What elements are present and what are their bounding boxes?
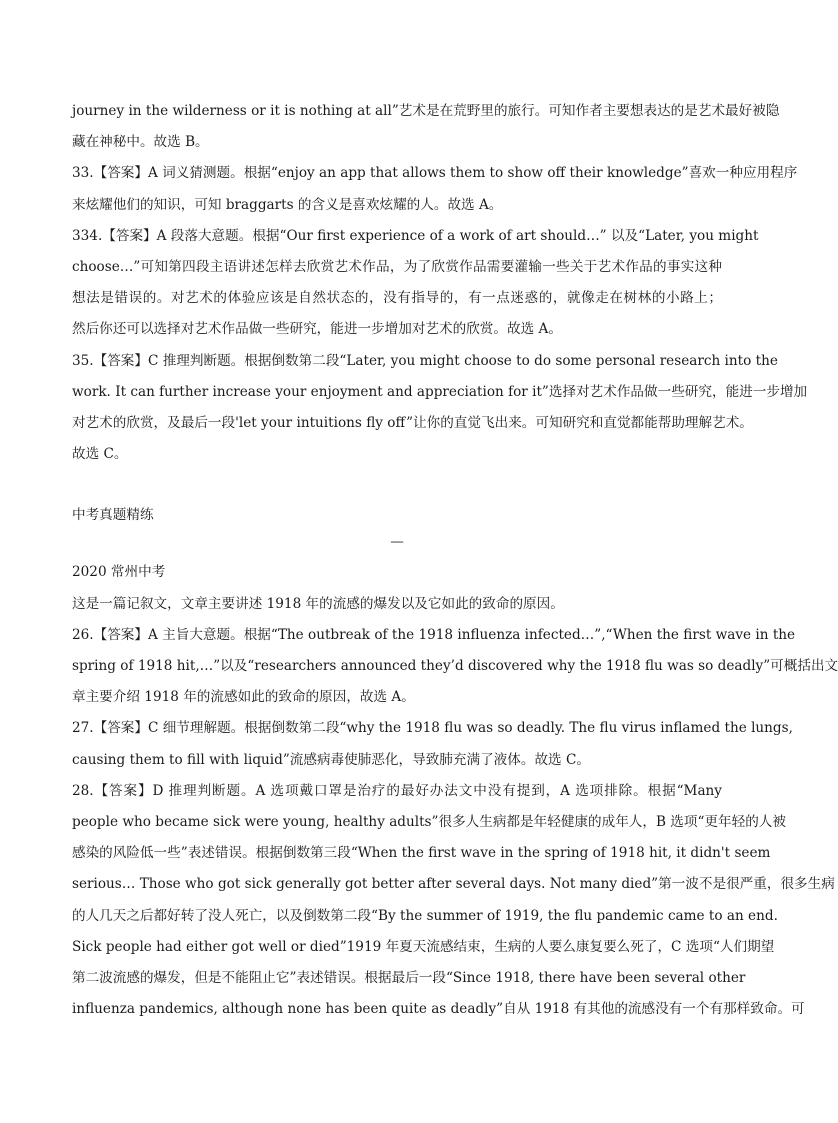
text-line: Sick people had either got well or died”1919 年夏天流感结束，生病的人要么康复要么死了，C 选项“人们期望: [72, 938, 775, 955]
text-line: choose…”可知第四段主语讲述怎样去欣赏艺术作品，为了欣赏作品需要灌输一些关于艺术作品的事实这种: [72, 258, 722, 275]
text-line: 然后你还可以选择对艺术作品做一些研究，能进一步增加对艺术的欣赏。故选 A。: [72, 321, 562, 338]
text-line: 章主要介绍 1918 年的流感如此的致命的原因，故选 A。: [72, 689, 415, 706]
text-line: 这是一篇记叙文，文章主要讲述 1918 年的流感的爆发以及它如此的致命的原因。: [72, 595, 564, 612]
section-gap: [72, 470, 722, 500]
text-line: 想法是错误的。对艺术的体验应该是自然状态的，没有指导的，有一点迷惑的，就像走在树林的小路上；: [72, 290, 722, 307]
text-line: 28.【答案】D 推理判断题。A 选项戴口罩是治疗的最好办法文中没有提到，A 选项排除。根据“Many: [72, 782, 722, 799]
text-line: people who became sick were young, healthy adults”很多人生病都是年轻健康的成年人，B 选项“更年轻的人被: [72, 813, 786, 830]
text-line: 27.【答案】C 细节理解题。根据倒数第二段“why the 1918 flu was so deadly. The flu virus inflamed the lungs,: [72, 720, 793, 737]
text-line: causing them to fill with liquid”流感病毒使肺恶化，导致肺充满了液体。故选 C。: [72, 751, 590, 768]
text-line: 33.【答案】A 词义猜测题。根据“enjoy an app that allows them to show off their knowledge”喜欢一种应用程序: [72, 165, 798, 182]
text-line: 26.【答案】A 主旨大意题。根据“The outbreak of the 1918 influenza infected…”,“When the first wave in the: [72, 626, 796, 643]
exam-subheading: 2020 常州中考: [72, 564, 166, 581]
text-line: 藏在神秘中。故选 B。: [72, 134, 209, 151]
text-line: 对艺术的欣赏，及最后一段'let your intuitions fly off”让你的直觉飞出来。可知研究和直觉都能帮助理解艺术。: [72, 414, 753, 431]
answer-section-2: [72, 589, 838, 1026]
text-line: serious… Those who got sick generally got better after several days. Not many died”第一波不是很严重，很多生病: [72, 876, 835, 893]
text-line: 的人几天之后都好转了没人死亡，以及倒数第二段“By the summer of 1919, the flu pandemic came to an end.: [72, 907, 778, 924]
text-line: 来炫耀他们的知识，可知 braggarts 的含义是喜欢炫耀的人。故选 A。: [72, 196, 503, 213]
text-line: 故选 C。: [72, 446, 128, 463]
section-divider: —: [390, 534, 404, 551]
text-line: work. It can further increase your enjoyment and appreciation for it”选择对艺术作品做一些研究，能进一步增加: [72, 383, 808, 400]
text-line: spring of 1918 hit,…”以及“researchers announced they’d discovered why the 1918 flu was so deadly”可概括出文: [72, 658, 838, 674]
text-line: 334.【答案】A 段落大意题。根据“Our first experience of a work of art should…” 以及“Later, you might: [72, 227, 759, 244]
text-line: influenza pandemics, although none has been quite as deadly”自从 1918 有其他的流感没有一个有那样致命。可: [72, 1001, 805, 1018]
document-body: [72, 96, 838, 1025]
answer-section-1: [72, 96, 808, 470]
text-line: 感染的风险低一些”表述错误。根据倒数第三段“When the first wave in the spring of 1918 hit, it didn't seem: [72, 845, 771, 862]
text-line: journey in the wilderness or it is nothing at all”艺术是在荒野里的旅行。可知作者主要想表达的是艺术最好被隐: [72, 103, 780, 119]
text-line: 35.【答案】C 推理判断题。根据倒数第二段“Later, you might choose to do some personal research into the: [72, 352, 778, 369]
section-heading: 中考真题精练: [72, 507, 154, 524]
text-line: 第二波流感的爆发，但是不能阻止它”表述错误。根据最后一段“Since 1918, there have been several other: [72, 969, 746, 986]
